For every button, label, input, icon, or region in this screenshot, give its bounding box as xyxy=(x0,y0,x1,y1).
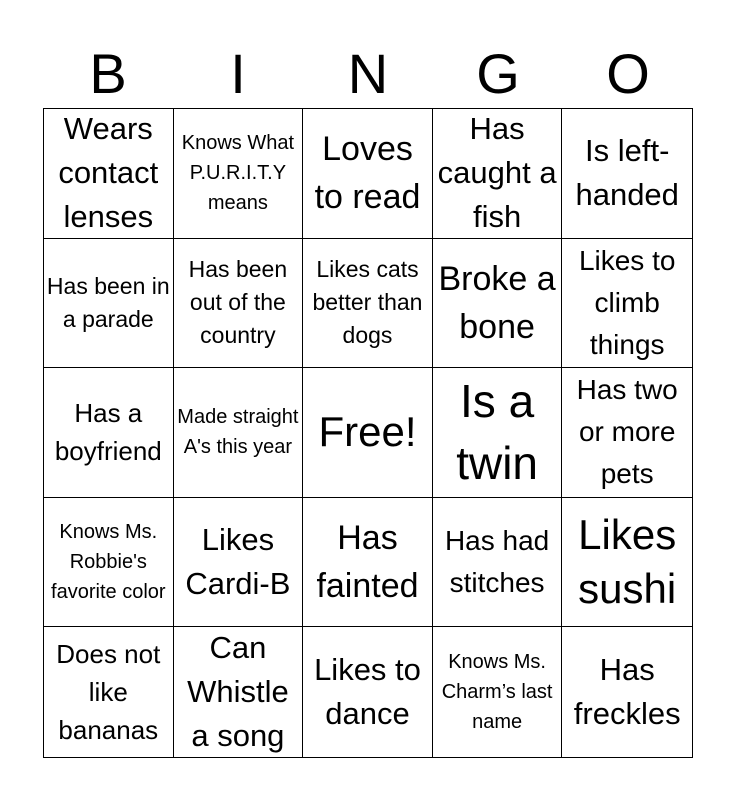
cell-label: Knows What P.U.R.I.T.Y means xyxy=(181,132,295,215)
bingo-cell-r1c1[interactable] xyxy=(44,109,174,239)
bingo-grid xyxy=(43,108,693,758)
cell-label: Broke a bone xyxy=(438,259,556,346)
cell-label: Likes to dance xyxy=(314,652,421,732)
bingo-cell-r3c5[interactable] xyxy=(562,368,692,498)
bingo-cell-r4c1[interactable] xyxy=(44,498,174,628)
bingo-cell-r5c4[interactable] xyxy=(433,627,563,757)
cell-label: Has two or more pets xyxy=(576,374,678,490)
cell-label: Likes to climb things xyxy=(578,244,676,360)
bingo-cell-r1c4[interactable] xyxy=(433,109,563,239)
bingo-cell-r2c3[interactable] xyxy=(303,239,433,369)
header-letter-g: G xyxy=(476,42,520,105)
cell-label: Has been out of the country xyxy=(188,256,288,349)
cell-label: Knows Ms. Charm’s last name xyxy=(441,651,553,734)
bingo-cell-r3c3[interactable] xyxy=(303,368,433,498)
header-letter-o: O xyxy=(606,42,650,105)
cell-label: Has freckles xyxy=(573,652,681,732)
cell-label: Likes sushi xyxy=(578,511,677,613)
cell-label: Likes Cardi-B xyxy=(185,522,291,602)
header-letter-n: N xyxy=(347,42,389,105)
free-space-label: Free! xyxy=(318,408,417,456)
cell-label: Has caught a fish xyxy=(437,111,557,235)
cell-label: Is left-handed xyxy=(575,133,679,213)
bingo-cell-r1c5[interactable] xyxy=(562,109,692,239)
bingo-cell-r2c5[interactable] xyxy=(562,239,692,369)
cell-label: Knows Ms. Robbie's favorite color xyxy=(51,521,166,604)
bingo-cell-r5c5[interactable] xyxy=(562,627,692,757)
cell-label: Wears contact lenses xyxy=(58,111,159,235)
cell-label: Has a boyfriend xyxy=(54,398,162,467)
cell-label: Likes cats better than dogs xyxy=(312,256,423,349)
bingo-cell-r4c5[interactable] xyxy=(562,498,692,628)
cell-label: Loves to read xyxy=(314,130,421,217)
bingo-cell-r1c3[interactable] xyxy=(303,109,433,239)
bingo-cell-r3c2[interactable] xyxy=(174,368,304,498)
bingo-cell-r5c1[interactable] xyxy=(44,627,174,757)
cell-label: Made straight A's this year xyxy=(177,406,299,459)
cell-label: Has been in a parade xyxy=(46,272,170,332)
cell-label: Has fainted xyxy=(316,519,419,606)
header-letter-b: B xyxy=(89,42,127,105)
bingo-cell-r5c3[interactable] xyxy=(303,627,433,757)
bingo-cell-r5c2[interactable] xyxy=(174,627,304,757)
bingo-cell-r4c2[interactable] xyxy=(174,498,304,628)
cell-label: Does not like bananas xyxy=(56,639,161,746)
bingo-cell-r2c4[interactable] xyxy=(433,239,563,369)
cell-label: Has had stitches xyxy=(444,525,550,599)
bingo-cell-r4c4[interactable] xyxy=(433,498,563,628)
cell-label: Can Whistle a song xyxy=(187,630,289,754)
cell-label: Is a twin xyxy=(456,375,538,490)
bingo-cell-r1c2[interactable] xyxy=(174,109,304,239)
bingo-cell-r2c2[interactable] xyxy=(174,239,304,369)
bingo-header xyxy=(43,40,693,108)
bingo-cell-r3c4[interactable] xyxy=(433,368,563,498)
bingo-cell-r3c1[interactable] xyxy=(44,368,174,498)
bingo-cell-r2c1[interactable] xyxy=(44,239,174,369)
bingo-cell-r4c3[interactable] xyxy=(303,498,433,628)
header-letter-i: I xyxy=(230,42,246,105)
